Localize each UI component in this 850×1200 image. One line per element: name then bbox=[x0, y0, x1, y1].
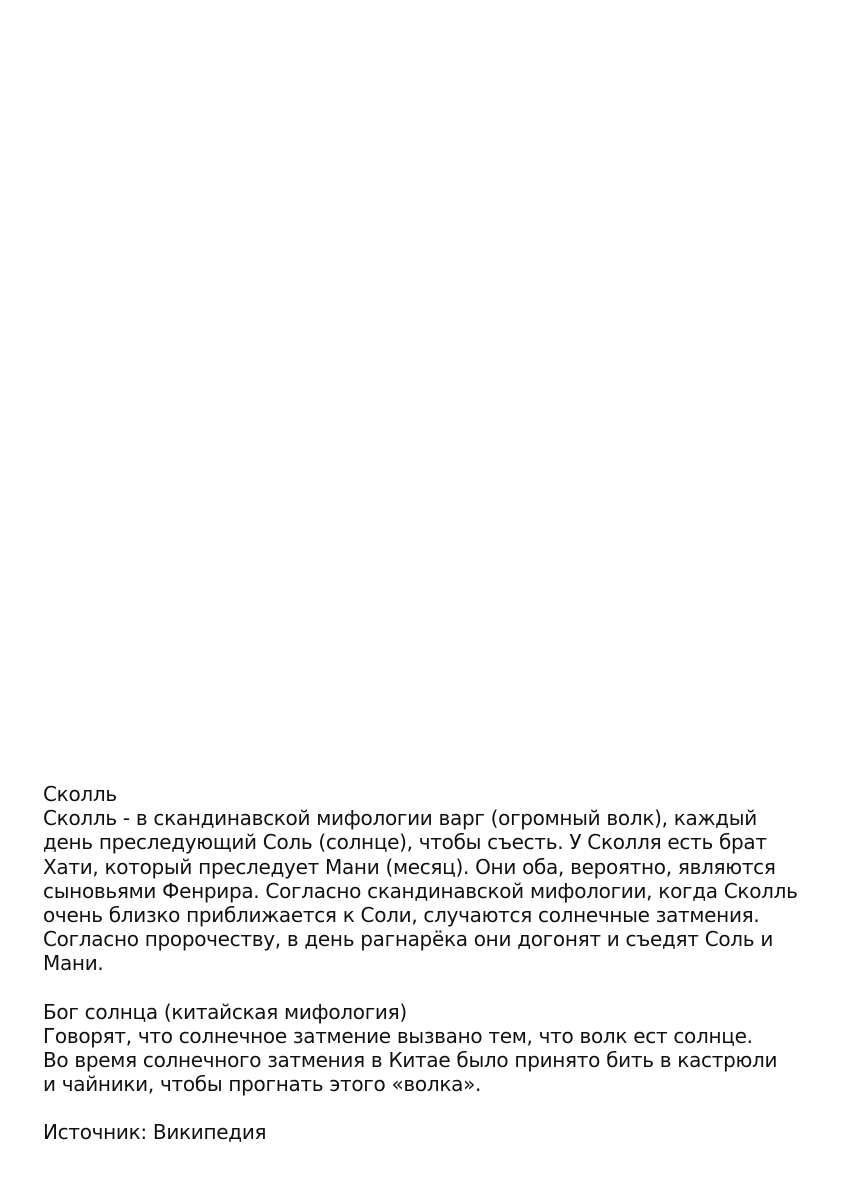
note-skoll bbox=[43, 782, 823, 976]
note-title: Бог солнца (китайская мифология) bbox=[43, 999, 407, 1024]
note-line: очень близко приближается к Соли, случаются солнечные затмения. bbox=[43, 903, 760, 928]
note-source bbox=[43, 1120, 823, 1144]
note-line: Согласно пророчеству, в день рагнарёка они догонят и съедят Соль и bbox=[43, 927, 774, 952]
note-line: Во время солнечного затмения в Китае было принято бить в кастрюли bbox=[43, 1048, 778, 1073]
note-line: и чайники, чтобы прогнать этого «волка». bbox=[43, 1072, 482, 1097]
note-line: Говорят, что солнечное затмение вызвано тем, что волк ест солнце. bbox=[43, 1023, 753, 1048]
note-line: сыновьями Фенрира. Согласно скандинавской мифологии, когда Сколль bbox=[43, 878, 798, 903]
note-line: Хати, который преследует Мани (месяц). Они оба, вероятно, являются bbox=[43, 854, 776, 879]
translator-notes bbox=[43, 782, 823, 1145]
source-credit: Источник: Википедия bbox=[43, 1120, 267, 1145]
note-line: день преследующий Соль (солнце), чтобы съесть. У Сколля есть брат bbox=[43, 830, 767, 855]
note-line: Мани. bbox=[43, 951, 104, 976]
note-title: Сколль bbox=[43, 782, 117, 806]
note-sun-god bbox=[43, 1000, 823, 1097]
note-line: Сколль - в скандинавской мифологии варг (огромный волк), каждый bbox=[43, 806, 757, 831]
